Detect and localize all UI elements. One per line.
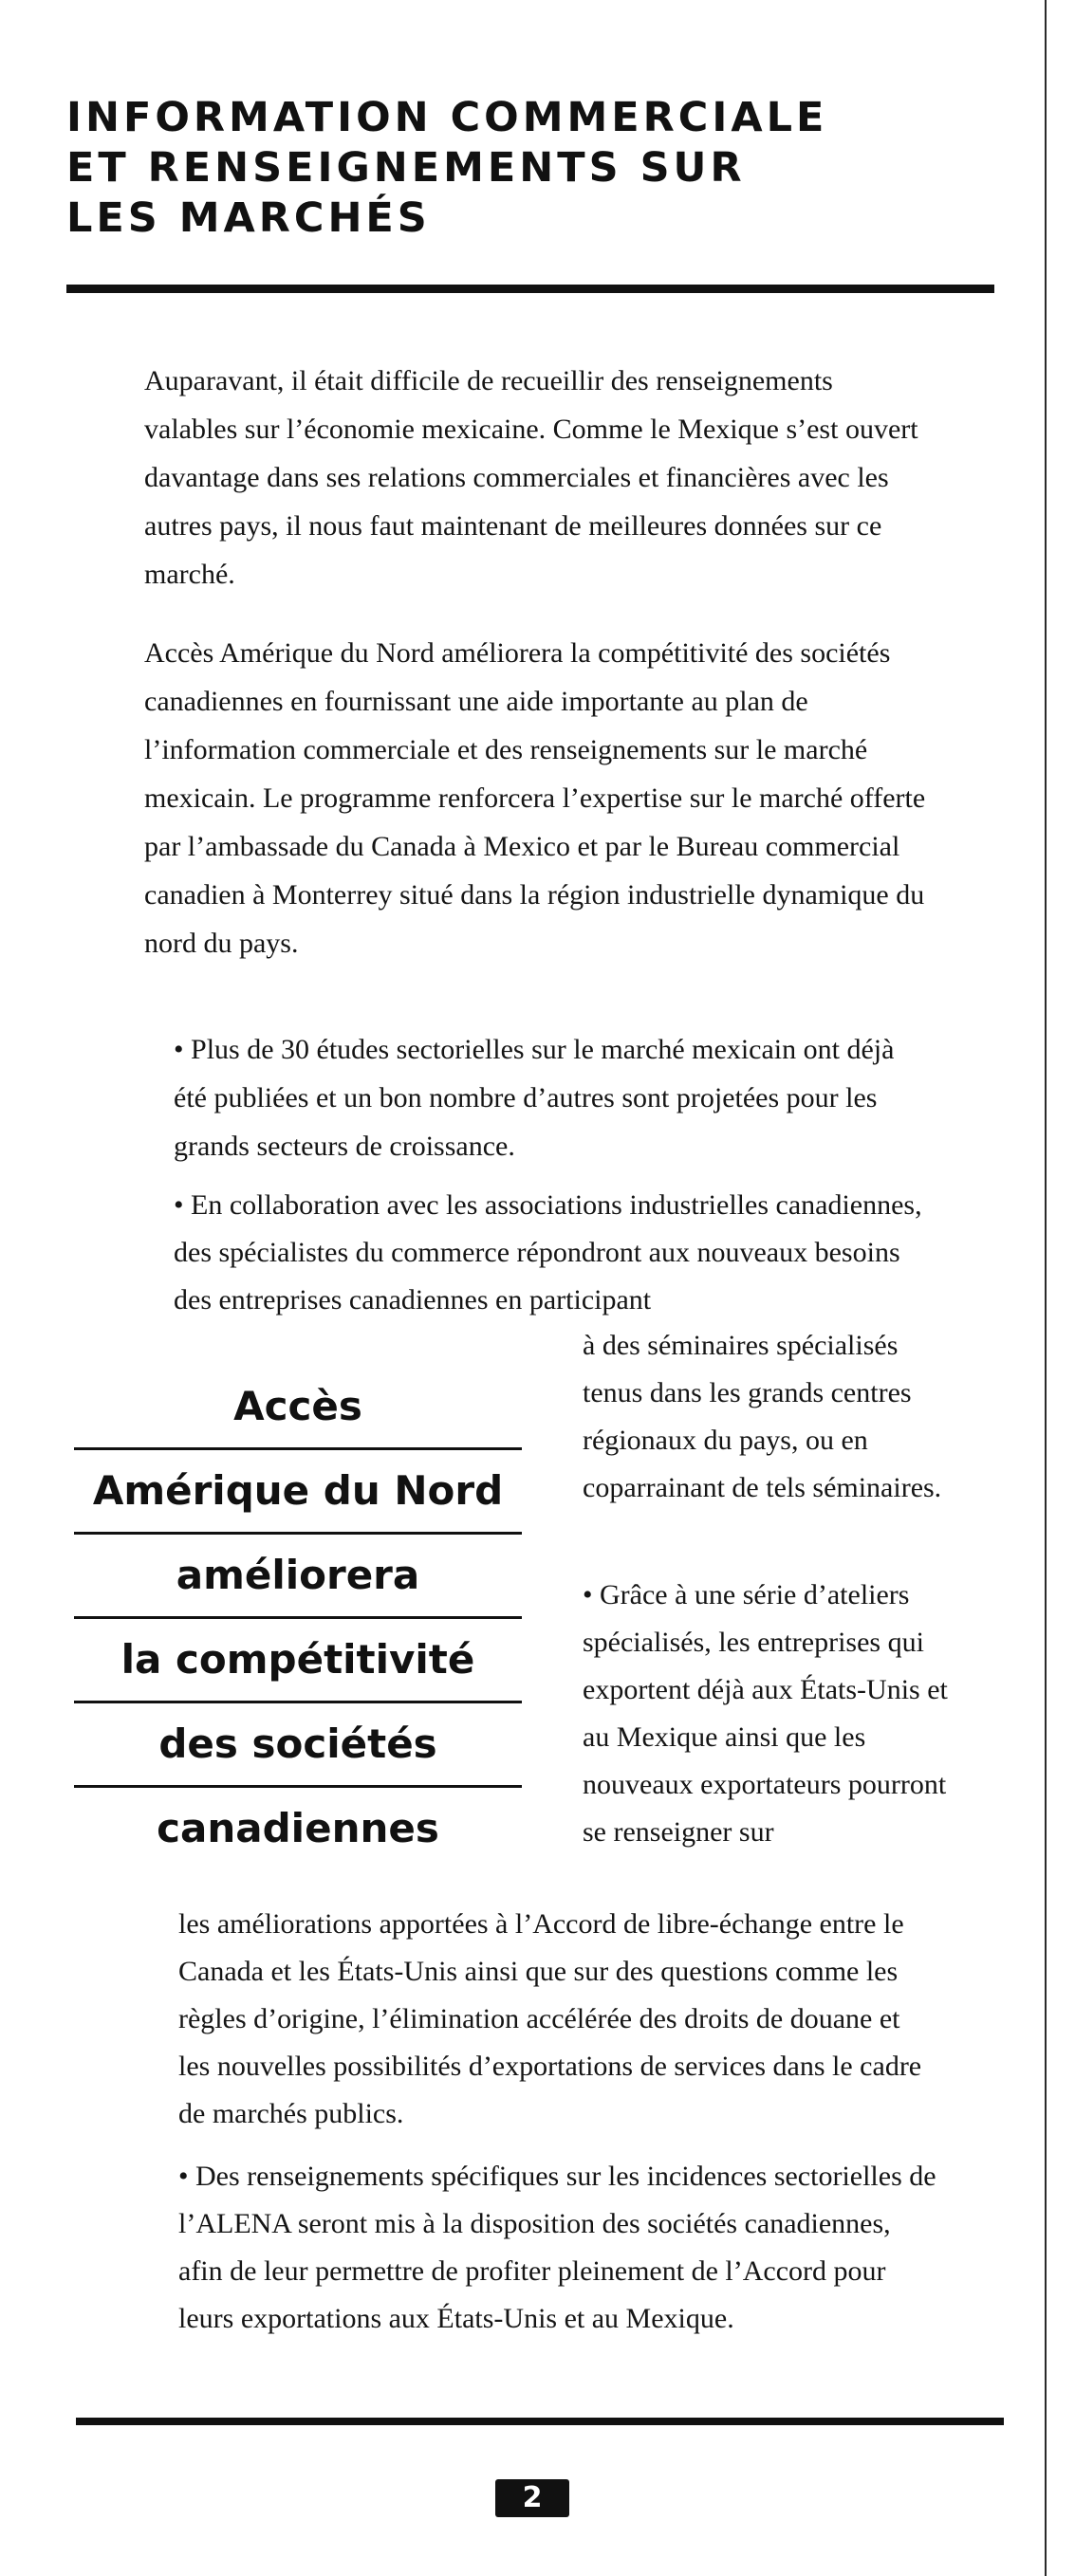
bottom-rule <box>76 2418 1004 2425</box>
title-line-2: ET RENSEIGNEMENTS SUR <box>66 144 746 192</box>
intro-paragraph: Auparavant, il était difficile de recueillir des renseignements valables sur l’économie mexicaine. Comme le Mexique s’est ouvert davantage dans ses relations commerciales et financières avec les autres pays, il nous faut maintenant de meilleures données sur ce marché. <box>144 365 918 590</box>
bullet-seminars-continued: à des séminaires spécialisés tenus dans les grands centres régionaux du pays, ou en coparrainant de tels séminaires. <box>583 1330 942 1503</box>
bullet-nafta-info: • Des renseignements spécifiques sur les incidences sectorielles de l’ALENA seront mis à la disposition des sociétés canadiennes, afin de leur permettre de profiter pleinement de l’Accord pour leurs exportations aux États-Unis et au Mexique. <box>178 2161 936 2334</box>
page-number: 2 <box>495 2479 569 2517</box>
title-line-1: INFORMATION COMMERCIALE <box>66 94 828 141</box>
pull-quote-line: canadiennes <box>157 1805 439 1851</box>
scan-edge-line <box>1045 0 1047 2576</box>
bullet-workshops: • Grâce à une série d’ateliers spécialisés, les entreprises qui exportent déjà aux États-Unis et au Mexique ainsi que les nouveaux exportateurs pourront se renseigner sur <box>583 1579 948 1848</box>
bullet-workshops-continued: les améliorations apportées à l’Accord de libre-échange entre le Canada et les États-Unis ainsi que sur des questions comme les règles d’origine, l’élimination accélérée des droits de douane et les nouvelles possibilités d’exportations de services dans le cadre de marchés publics. <box>178 1908 922 2129</box>
bullet-seminars: • En collaboration avec les associations industrielles canadiennes, des spécialistes du commerce répondront aux nouveaux besoins des entreprises canadiennes en participant <box>174 1189 922 1316</box>
title-line-3: LES MARCHÉS <box>66 194 431 242</box>
pull-quote-line: améliorera <box>74 1535 522 1619</box>
pull-quote <box>74 1366 522 1869</box>
program-paragraph: Accès Amérique du Nord améliorera la compétitivité des sociétés canadiennes en fournissant une aide importante au plan de l’information commerciale et des renseignements sur le marché mexicain. Le programme renforcera l’expertise sur le marché offerte par l’ambassade du Canada à Mexico et par le Bureau commercial canadien à Monterrey situé dans la région industrielle dynamique du nord du pays. <box>144 637 926 959</box>
title-rule <box>66 285 994 293</box>
pull-quote-line: des sociétés <box>74 1703 522 1788</box>
pull-quote-line: la compétitivité <box>74 1619 522 1703</box>
pull-quote-line: Amérique du Nord <box>74 1450 522 1535</box>
bullet-sector-studies: • Plus de 30 études sectorielles sur le marché mexicain ont déjà été publiées et un bon nombre d’autres sont projetées pour les grands secteurs de croissance. <box>174 1034 895 1162</box>
pull-quote-line: Accès <box>74 1366 522 1450</box>
page-title <box>66 93 968 244</box>
